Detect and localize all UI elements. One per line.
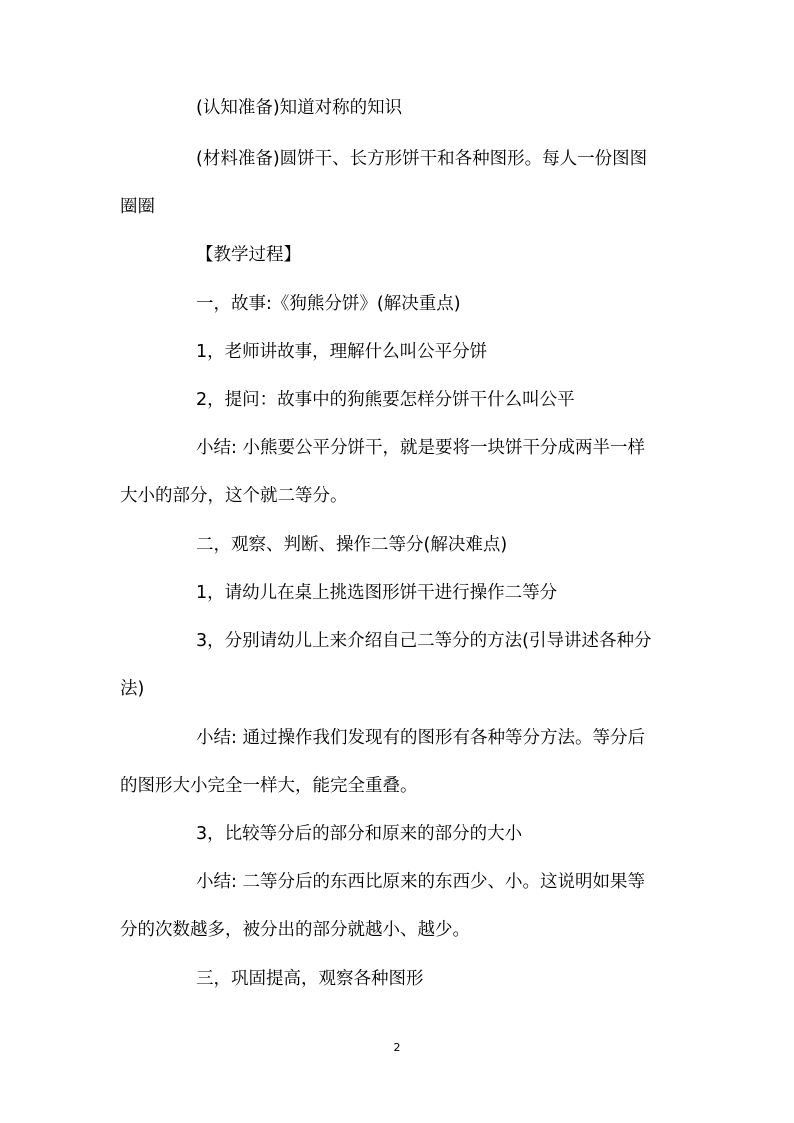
step-item-1: 1，老师讲故事，理解什么叫公平分饼 xyxy=(196,342,488,362)
paragraph-cognitive-prep: (认知准备)知道对称的知识 xyxy=(196,98,403,118)
step-item-2: 2，提问：故事中的狗熊要怎样分饼干什么叫公平 xyxy=(196,390,575,410)
paragraph-material-prep: (材料准备)圆饼干、长方形饼干和各种图形。每人一份图图 xyxy=(196,149,648,169)
summary-3-cont: 分的次数越多，被分出的部分就越小、越少。 xyxy=(120,920,470,940)
page-number: 2 xyxy=(393,1041,401,1054)
step-item-introduce: 3，分别请幼儿上来介绍自己二等分的方法(引导讲述各种分 xyxy=(196,631,652,651)
summary-3: 小结: 二等分后的东西比原来的东西少、小。这说明如果等 xyxy=(196,872,645,892)
step-heading-story: 一，故事:《狗熊分饼》(解决重点) xyxy=(196,294,461,314)
summary-1-cont: 大小的部分，这个就二等分。 xyxy=(120,486,348,506)
step-heading-consolidate: 三，巩固提高，观察各种图形 xyxy=(196,969,424,989)
section-heading-teaching-process: 【教学过程】 xyxy=(196,245,301,265)
summary-2: 小结: 通过操作我们发现有的图形有各种等分方法。等分后 xyxy=(196,728,645,748)
step-item-introduce-cont: 法) xyxy=(120,679,145,699)
summary-1: 小结: 小熊要公平分饼干，就是要将一块饼干分成两半一样 xyxy=(196,438,645,458)
step-heading-observe: 二，观察、判断、操作二等分(解决难点) xyxy=(196,535,508,555)
step-item-select: 1，请幼儿在桌上挑选图形饼干进行操作二等分 xyxy=(196,583,558,603)
paragraph-material-prep-cont: 圈圈 xyxy=(120,197,155,217)
step-item-compare: 3，比较等分后的部分和原来的部分的大小 xyxy=(196,824,523,844)
summary-2-cont: 的图形大小完全一样大，能完全重叠。 xyxy=(120,776,418,796)
